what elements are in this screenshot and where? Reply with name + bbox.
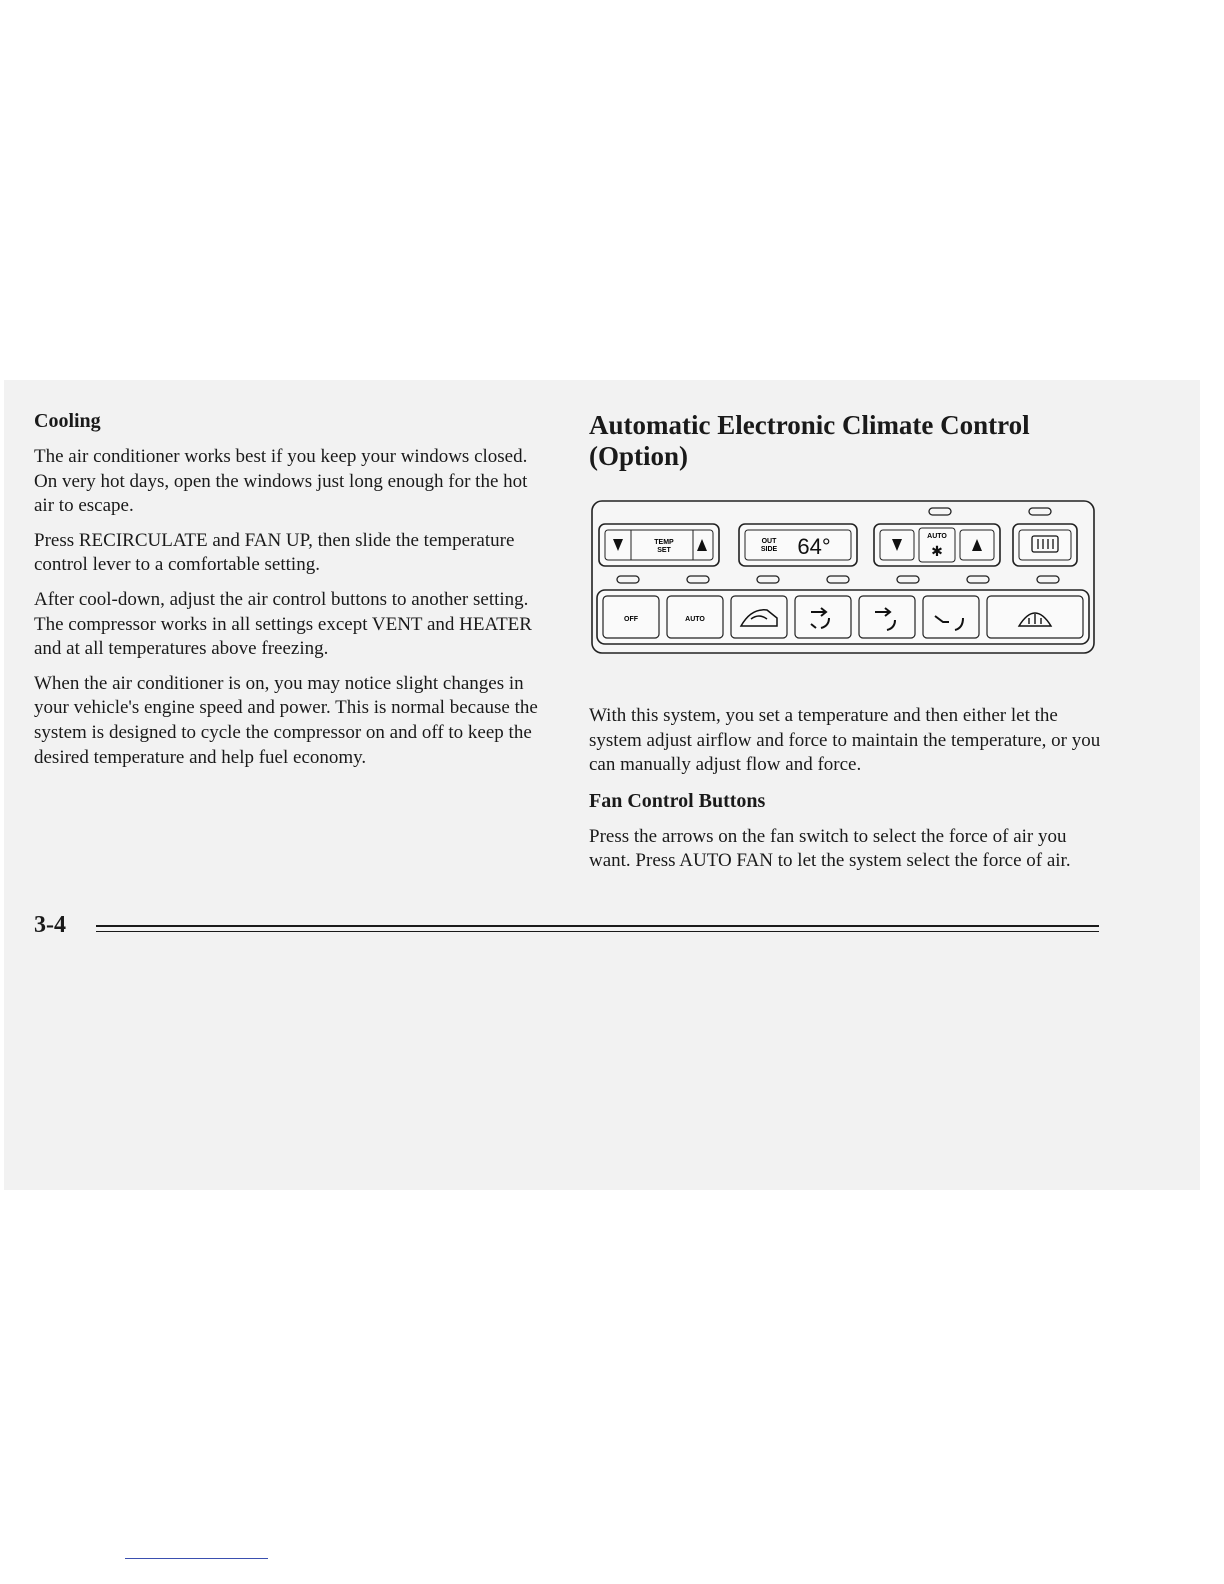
outside-label-line-1: OUT (761, 538, 777, 545)
climate-heading: Automatic Electronic Climate Control (Option) (589, 410, 1030, 471)
fan-icon: ✱ (931, 543, 943, 559)
climate-section (589, 410, 1109, 884)
outside-temp-display[interactable] (739, 524, 857, 566)
cooling-paragraph-1: The air conditioner works best if you keep your windows closed. On very hot days, open the windows just long enough for the hot air to escape. (34, 446, 528, 517)
cooling-section (34, 410, 544, 780)
temperature-readout: 64° (797, 534, 831, 559)
manual-page (4, 380, 1200, 1190)
temp-set-rocker (599, 524, 719, 566)
page-number: 3-4 (34, 912, 66, 938)
rear-defrost-button[interactable] (1013, 524, 1077, 566)
bottom-divider (125, 1558, 268, 1559)
climate-intro: With this system, you set a temperature and then either let the system adjust airflow and force to maintain the temperature, or you can manually adjust flow and force. (589, 705, 1101, 776)
cooling-paragraph-3: After cool-down, adjust the air control buttons to another setting. The compressor works in all settings except VENT and HEATER and at all temperatures above freezing. (34, 588, 532, 660)
fan-control-heading: Fan Control Buttons (589, 789, 766, 812)
auto-label: AUTO (685, 616, 705, 623)
off-label: OFF (624, 616, 638, 623)
temp-label-line-1: TEMP (654, 539, 674, 546)
cooling-heading: Cooling (34, 410, 101, 432)
climate-control-panel (589, 498, 1099, 658)
temp-label-line-2: SET (657, 547, 671, 554)
outside-label-line-2: SIDE (760, 546, 778, 553)
cooling-paragraph-4: When the air conditioner is on, you may notice slight changes in your vehicle's engine speed and power. This is normal because the system is designed to cycle the compressor on and off to keep the desired temperature and help fuel economy. (34, 672, 538, 768)
fan-speed-rocker (874, 524, 1000, 566)
auto-fan-label: AUTO (927, 533, 947, 540)
cooling-paragraph-2: Press RECIRCULATE and FAN UP, then slide the temperature control lever to a comfortable setting. (34, 529, 515, 576)
fan-control-text: Press the arrows on the fan switch to select the force of air you want. Press AUTO FAN to let the system select the force of air. (589, 825, 1071, 872)
footer-rule-thin (96, 931, 1099, 932)
footer-rule (96, 925, 1099, 927)
